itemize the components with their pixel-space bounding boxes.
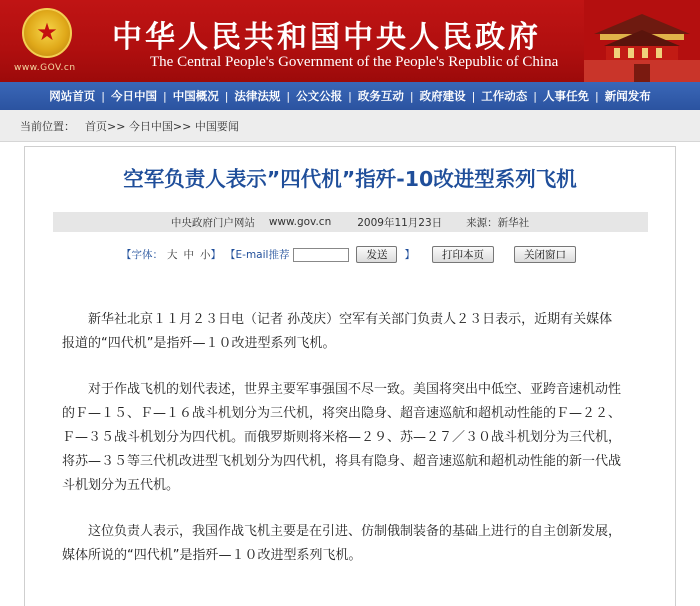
meta-source-site: 中央政府门户网站 xyxy=(170,216,255,229)
font-size-medium[interactable]: 中 xyxy=(183,249,195,261)
site-header xyxy=(0,0,700,82)
nav-separator: | xyxy=(348,89,352,103)
article-paragraph: 对于作战飞机的划代表述，世界主要军事强国不尽一致。美国将突出中低空、亚跨音速机动性的Ｆ—１５、Ｆ—１６战斗机划分为三代机，将突出隐身、超音速巡航和超机动性能的Ｆ—２２、Ｆ—３５战斗机划分为四代机。而俄罗斯则将米格—２９、苏—２７／３０战斗机划分为三代机，将苏—３５等三代机改进型飞机划分为四代机，将具有隐身、超音速巡航和超机动性能的新一代战斗机划分为五代机。 xyxy=(62,382,622,493)
font-size-small[interactable]: 小 xyxy=(200,249,211,261)
font-size-close: 】 xyxy=(210,249,222,261)
close-window-button[interactable]: 关闭窗口 xyxy=(514,246,576,263)
nav-item-government[interactable]: 政府建设 xyxy=(419,89,466,103)
article-toolbar xyxy=(25,246,675,263)
email-label: 【E-mail推荐 xyxy=(225,249,290,261)
email-close: 】 xyxy=(404,249,415,261)
nav-item-appointments[interactable]: 人事任免 xyxy=(543,89,590,103)
meta-date: 2009年11月23日 xyxy=(357,216,443,229)
article-paragraph: 这位负责人表示，我国作战飞机主要是在引进、仿制俄制装备的基础上进行的自主创新发展，媒体所说的“四代机”是指歼—１０改进型系列飞机。 xyxy=(62,524,622,563)
nav-item-bulletins[interactable]: 公文公报 xyxy=(296,89,343,103)
font-size-label: 【字体： xyxy=(121,249,164,261)
nav-separator: | xyxy=(471,89,476,103)
nav-separator: | xyxy=(162,89,167,103)
nav-separator: | xyxy=(409,89,414,103)
national-emblem-icon: ★ xyxy=(22,8,72,58)
print-button[interactable]: 打印本页 xyxy=(432,246,494,263)
nav-item-today-china[interactable]: 今日中国 xyxy=(110,89,157,103)
meta-site-url: www.gov.cn xyxy=(268,216,332,228)
site-url: www.GOV.cn xyxy=(14,63,76,73)
nav-item-press[interactable]: 新闻发布 xyxy=(604,89,651,103)
main-nav xyxy=(0,82,700,110)
nav-separator: | xyxy=(286,89,291,103)
breadcrumb-label: 当前位置： xyxy=(20,119,75,133)
nav-separator: | xyxy=(224,89,229,103)
nav-item-home[interactable]: 网站首页 xyxy=(49,89,96,103)
nav-separator: | xyxy=(533,89,538,103)
article-title: 空军负责人表示”四代机”指歼-10改进型系列飞机 xyxy=(123,167,577,191)
font-size-large[interactable]: 大 xyxy=(167,249,178,261)
email-input[interactable] xyxy=(293,248,349,262)
tiananmen-icon xyxy=(584,0,700,82)
article-paragraph: 新华社北京１１月２３日电（记者 孙茂庆）空军有关部门负责人２３日表示，近期有关媒体报道的“四代机”是指歼—１０改进型系列飞机。 xyxy=(62,312,613,351)
nav-item-interaction[interactable]: 政务互动 xyxy=(357,89,404,103)
article-meta xyxy=(53,212,648,232)
nav-item-work-news[interactable]: 工作动态 xyxy=(481,89,528,103)
nav-item-laws[interactable]: 法律法规 xyxy=(234,89,281,103)
send-button[interactable]: 发送 xyxy=(356,246,397,263)
nav-separator: | xyxy=(101,89,105,103)
nav-separator: | xyxy=(595,89,599,103)
site-title-en: The Central People's Government of the People's Republic of China xyxy=(150,54,559,70)
site-title-cn: 中华人民共和国中央人民政府 xyxy=(112,20,541,55)
breadcrumb xyxy=(0,110,700,142)
nav-item-china-overview[interactable]: 中国概况 xyxy=(172,89,219,103)
meta-source: 来源：新华社 xyxy=(466,216,530,229)
breadcrumb-path[interactable]: 首页>> 今日中国>> 中国要闻 xyxy=(85,119,239,133)
